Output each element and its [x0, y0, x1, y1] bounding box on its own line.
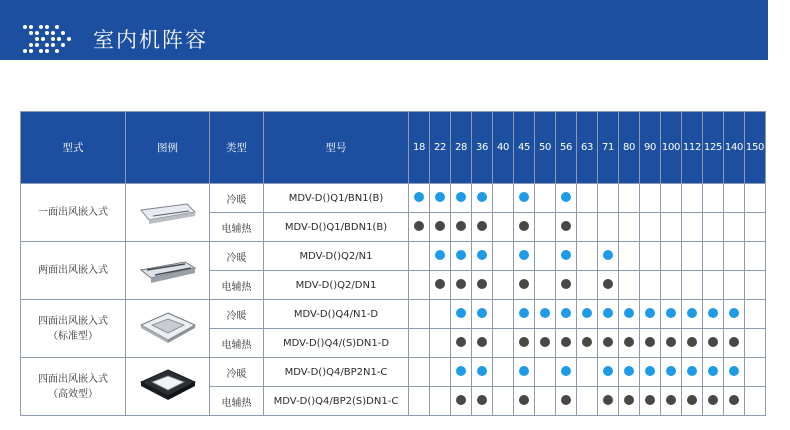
- capacity-cell: [724, 387, 745, 416]
- available-electric-heating-dot-icon: [708, 337, 718, 347]
- available-cooling-heating-dot-icon: [456, 250, 466, 260]
- capacity-cell: [703, 387, 724, 416]
- available-cooling-heating-dot-icon: [708, 308, 718, 318]
- capacity-cell: [682, 300, 703, 329]
- available-electric-heating-dot-icon: [729, 395, 739, 405]
- capacity-cell: [682, 329, 703, 358]
- capacity-cell: [472, 271, 493, 300]
- available-electric-heating-dot-icon: [519, 279, 529, 289]
- capacity-cell: [493, 184, 514, 213]
- column-header-capacity: 125: [703, 112, 724, 184]
- capacity-cell: [430, 242, 451, 271]
- capacity-cell: [493, 358, 514, 387]
- capacity-cell: [619, 213, 640, 242]
- available-electric-heating-dot-icon: [477, 279, 487, 289]
- capacity-cell: [430, 213, 451, 242]
- capacity-cell: [493, 300, 514, 329]
- capacity-cell: [640, 329, 661, 358]
- unit-model-cell: MDV-D()Q4/N1-D: [264, 300, 409, 329]
- available-cooling-heating-dot-icon: [540, 308, 550, 318]
- available-electric-heating-dot-icon: [414, 221, 424, 231]
- available-electric-heating-dot-icon: [519, 337, 529, 347]
- unit-type-cell: 冷暖: [210, 358, 264, 387]
- capacity-cell: [598, 300, 619, 329]
- capacity-cell: [451, 300, 472, 329]
- unit-model-cell: MDV-D()Q4/(S)DN1-D: [264, 329, 409, 358]
- available-cooling-heating-dot-icon: [456, 366, 466, 376]
- available-electric-heating-dot-icon: [456, 337, 466, 347]
- capacity-cell: [451, 387, 472, 416]
- available-cooling-heating-dot-icon: [666, 308, 676, 318]
- column-header-model: 型号: [264, 112, 409, 184]
- unit-model-cell: MDV-D()Q1/BN1(B): [264, 184, 409, 213]
- capacity-cell: [619, 242, 640, 271]
- available-cooling-heating-dot-icon: [645, 308, 655, 318]
- available-cooling-heating-dot-icon: [477, 308, 487, 318]
- column-header-capacity: 56: [556, 112, 577, 184]
- available-cooling-heating-dot-icon: [729, 308, 739, 318]
- available-electric-heating-dot-icon: [435, 221, 445, 231]
- unit-type-cell: 电辅热: [210, 213, 264, 242]
- available-electric-heating-dot-icon: [519, 395, 529, 405]
- available-cooling-heating-dot-icon: [435, 192, 445, 202]
- capacity-cell: [451, 184, 472, 213]
- capacity-cell: [514, 329, 535, 358]
- column-header-capacity: 112: [682, 112, 703, 184]
- available-electric-heating-dot-icon: [603, 337, 613, 347]
- capacity-cell: [535, 242, 556, 271]
- table-header-row: [21, 112, 766, 184]
- table-body: [21, 184, 766, 416]
- capacity-cell: [409, 358, 430, 387]
- capacity-cell: [556, 271, 577, 300]
- available-cooling-heating-dot-icon: [519, 250, 529, 260]
- available-electric-heating-dot-icon: [456, 221, 466, 231]
- available-electric-heating-dot-icon: [687, 337, 697, 347]
- capacity-cell: [619, 387, 640, 416]
- table-row: [21, 184, 766, 213]
- available-electric-heating-dot-icon: [435, 279, 445, 289]
- capacity-cell: [472, 242, 493, 271]
- capacity-cell: [724, 329, 745, 358]
- capacity-cell: [661, 387, 682, 416]
- capacity-cell: [409, 300, 430, 329]
- capacity-cell: [409, 329, 430, 358]
- capacity-cell: [745, 329, 766, 358]
- capacity-cell: [640, 213, 661, 242]
- available-cooling-heating-dot-icon: [603, 366, 613, 376]
- available-cooling-heating-dot-icon: [561, 192, 571, 202]
- available-electric-heating-dot-icon: [456, 279, 466, 289]
- capacity-cell: [661, 213, 682, 242]
- capacity-cell: [724, 300, 745, 329]
- capacity-cell: [514, 213, 535, 242]
- available-electric-heating-dot-icon: [603, 395, 613, 405]
- capacity-cell: [451, 358, 472, 387]
- available-cooling-heating-dot-icon: [561, 250, 571, 260]
- unit-image-cell: [126, 358, 210, 416]
- capacity-cell: [682, 358, 703, 387]
- available-cooling-heating-dot-icon: [666, 366, 676, 376]
- capacity-cell: [514, 300, 535, 329]
- capacity-cell: [493, 329, 514, 358]
- capacity-cell: [493, 387, 514, 416]
- unit-form-label: （标准型）: [48, 330, 98, 342]
- unit-type-cell: 电辅热: [210, 387, 264, 416]
- capacity-cell: [409, 271, 430, 300]
- capacity-cell: [598, 271, 619, 300]
- available-electric-heating-dot-icon: [540, 337, 550, 347]
- capacity-cell: [535, 300, 556, 329]
- unit-type-cell: 冷暖: [210, 184, 264, 213]
- available-electric-heating-dot-icon: [477, 395, 487, 405]
- unit-type-cell: 电辅热: [210, 271, 264, 300]
- capacity-cell: [556, 300, 577, 329]
- column-header-capacity: 22: [430, 112, 451, 184]
- capacity-cell: [703, 184, 724, 213]
- capacity-cell: [556, 329, 577, 358]
- capacity-cell: [745, 387, 766, 416]
- capacity-cell: [409, 184, 430, 213]
- available-electric-heating-dot-icon: [477, 221, 487, 231]
- capacity-cell: [409, 387, 430, 416]
- capacity-cell: [514, 387, 535, 416]
- capacity-cell: [703, 213, 724, 242]
- available-cooling-heating-dot-icon: [477, 192, 487, 202]
- capacity-cell: [640, 242, 661, 271]
- available-electric-heating-dot-icon: [582, 337, 592, 347]
- unit-form-cell: [21, 358, 126, 416]
- available-cooling-heating-dot-icon: [603, 250, 613, 260]
- capacity-cell: [682, 213, 703, 242]
- capacity-cell: [745, 184, 766, 213]
- capacity-cell: [472, 300, 493, 329]
- capacity-cell: [619, 329, 640, 358]
- available-electric-heating-dot-icon: [708, 395, 718, 405]
- capacity-cell: [514, 271, 535, 300]
- four-way-cassette-standard-icon: [137, 336, 199, 347]
- capacity-cell: [640, 358, 661, 387]
- capacity-cell: [661, 329, 682, 358]
- column-header-capacity: 140: [724, 112, 745, 184]
- available-electric-heating-dot-icon: [561, 221, 571, 231]
- capacity-cell: [514, 184, 535, 213]
- capacity-cell: [661, 271, 682, 300]
- capacity-cell: [640, 271, 661, 300]
- available-electric-heating-dot-icon: [624, 337, 634, 347]
- column-header-form: 型式: [21, 112, 126, 184]
- capacity-cell: [640, 184, 661, 213]
- unit-image-cell: [126, 300, 210, 358]
- unit-form-cell: [21, 242, 126, 300]
- available-cooling-heating-dot-icon: [687, 366, 697, 376]
- indoor-unit-lineup-table: [20, 111, 766, 416]
- capacity-cell: [745, 242, 766, 271]
- capacity-cell: [724, 358, 745, 387]
- unit-form-label: 一面出风嵌入式: [38, 207, 108, 218]
- capacity-cell: [724, 213, 745, 242]
- capacity-cell: [661, 184, 682, 213]
- capacity-cell: [619, 358, 640, 387]
- capacity-cell: [493, 213, 514, 242]
- capacity-cell: [430, 184, 451, 213]
- capacity-cell: [556, 358, 577, 387]
- available-cooling-heating-dot-icon: [456, 308, 466, 318]
- capacity-cell: [682, 271, 703, 300]
- capacity-cell: [409, 213, 430, 242]
- column-header-capacity: 40: [493, 112, 514, 184]
- capacity-cell: [724, 184, 745, 213]
- capacity-cell: [724, 242, 745, 271]
- available-electric-heating-dot-icon: [645, 395, 655, 405]
- capacity-cell: [493, 271, 514, 300]
- capacity-cell: [556, 213, 577, 242]
- column-header-capacity: 150: [745, 112, 766, 184]
- capacity-cell: [451, 271, 472, 300]
- available-electric-heating-dot-icon: [477, 337, 487, 347]
- capacity-cell: [640, 387, 661, 416]
- column-header-capacity: 36: [472, 112, 493, 184]
- capacity-cell: [745, 213, 766, 242]
- available-electric-heating-dot-icon: [645, 337, 655, 347]
- available-cooling-heating-dot-icon: [414, 192, 424, 202]
- capacity-cell: [619, 271, 640, 300]
- available-cooling-heating-dot-icon: [582, 308, 592, 318]
- capacity-cell: [535, 271, 556, 300]
- capacity-cell: [577, 271, 598, 300]
- capacity-cell: [577, 329, 598, 358]
- capacity-cell: [577, 213, 598, 242]
- capacity-cell: [661, 242, 682, 271]
- available-cooling-heating-dot-icon: [477, 366, 487, 376]
- available-electric-heating-dot-icon: [666, 337, 676, 347]
- capacity-cell: [535, 213, 556, 242]
- table-row: [21, 300, 766, 329]
- column-header-capacity: 90: [640, 112, 661, 184]
- column-header-capacity: 50: [535, 112, 556, 184]
- capacity-cell: [409, 242, 430, 271]
- unit-form-label: 四面出风嵌入式: [38, 373, 108, 385]
- available-cooling-heating-dot-icon: [519, 308, 529, 318]
- available-cooling-heating-dot-icon: [561, 366, 571, 376]
- available-cooling-heating-dot-icon: [519, 192, 529, 202]
- available-cooling-heating-dot-icon: [687, 308, 697, 318]
- capacity-cell: [556, 242, 577, 271]
- column-header-capacity: 28: [451, 112, 472, 184]
- column-header-capacity: 80: [619, 112, 640, 184]
- header-banner: [0, 0, 768, 60]
- column-header-capacity: 63: [577, 112, 598, 184]
- available-cooling-heating-dot-icon: [708, 366, 718, 376]
- capacity-cell: [430, 387, 451, 416]
- table-row: [21, 358, 766, 387]
- available-cooling-heating-dot-icon: [624, 308, 634, 318]
- capacity-cell: [472, 358, 493, 387]
- available-cooling-heating-dot-icon: [729, 366, 739, 376]
- capacity-cell: [451, 213, 472, 242]
- unit-form-cell: [21, 184, 126, 242]
- unit-model-cell: MDV-D()Q4/BP2(S)DN1-C: [264, 387, 409, 416]
- capacity-cell: [703, 329, 724, 358]
- available-electric-heating-dot-icon: [603, 279, 613, 289]
- capacity-cell: [430, 300, 451, 329]
- capacity-cell: [472, 387, 493, 416]
- available-cooling-heating-dot-icon: [519, 366, 529, 376]
- column-header-capacity: 45: [514, 112, 535, 184]
- capacity-cell: [598, 242, 619, 271]
- available-electric-heating-dot-icon: [624, 395, 634, 405]
- available-cooling-heating-dot-icon: [477, 250, 487, 260]
- available-electric-heating-dot-icon: [456, 395, 466, 405]
- column-header-capacity: 18: [409, 112, 430, 184]
- capacity-cell: [577, 242, 598, 271]
- capacity-cell: [661, 300, 682, 329]
- one-way-cassette-icon: [137, 220, 199, 231]
- capacity-cell: [703, 242, 724, 271]
- capacity-cell: [598, 213, 619, 242]
- available-electric-heating-dot-icon: [729, 337, 739, 347]
- capacity-cell: [724, 271, 745, 300]
- capacity-cell: [703, 300, 724, 329]
- capacity-cell: [619, 184, 640, 213]
- capacity-cell: [598, 358, 619, 387]
- available-electric-heating-dot-icon: [519, 221, 529, 231]
- capacity-cell: [430, 329, 451, 358]
- unit-model-cell: MDV-D()Q2/DN1: [264, 271, 409, 300]
- capacity-cell: [598, 329, 619, 358]
- unit-image-cell: [126, 242, 210, 300]
- capacity-cell: [451, 242, 472, 271]
- available-electric-heating-dot-icon: [687, 395, 697, 405]
- capacity-cell: [619, 300, 640, 329]
- unit-model-cell: MDV-D()Q2/N1: [264, 242, 409, 271]
- available-cooling-heating-dot-icon: [624, 366, 634, 376]
- unit-type-cell: 电辅热: [210, 329, 264, 358]
- available-cooling-heating-dot-icon: [435, 250, 445, 260]
- capacity-cell: [451, 329, 472, 358]
- capacity-cell: [577, 300, 598, 329]
- available-cooling-heating-dot-icon: [645, 366, 655, 376]
- capacity-cell: [703, 271, 724, 300]
- capacity-cell: [682, 387, 703, 416]
- two-way-cassette-icon: [137, 278, 199, 289]
- unit-form-label: 两面出风嵌入式: [38, 265, 108, 276]
- column-header-capacity: 100: [661, 112, 682, 184]
- available-electric-heating-dot-icon: [666, 395, 676, 405]
- unit-form-label: （高效型）: [48, 388, 98, 400]
- capacity-cell: [535, 329, 556, 358]
- capacity-cell: [577, 387, 598, 416]
- available-cooling-heating-dot-icon: [561, 308, 571, 318]
- capacity-cell: [514, 358, 535, 387]
- capacity-cell: [745, 300, 766, 329]
- capacity-cell: [472, 213, 493, 242]
- available-electric-heating-dot-icon: [561, 279, 571, 289]
- available-cooling-heating-dot-icon: [456, 192, 466, 202]
- capacity-cell: [430, 271, 451, 300]
- capacity-cell: [472, 329, 493, 358]
- capacity-cell: [577, 184, 598, 213]
- unit-form-label: 四面出风嵌入式: [38, 315, 108, 327]
- column-header-image: 图例: [126, 112, 210, 184]
- capacity-cell: [556, 387, 577, 416]
- available-electric-heating-dot-icon: [561, 337, 571, 347]
- table-row: [21, 242, 766, 271]
- capacity-cell: [682, 242, 703, 271]
- capacity-cell: [577, 358, 598, 387]
- column-header-capacity: 71: [598, 112, 619, 184]
- page-title: 室内机阵容: [93, 28, 208, 52]
- capacity-cell: [430, 358, 451, 387]
- capacity-cell: [598, 387, 619, 416]
- capacity-cell: [556, 184, 577, 213]
- capacity-cell: [745, 271, 766, 300]
- capacity-cell: [493, 242, 514, 271]
- capacity-cell: [745, 358, 766, 387]
- chevron-dot-arrow-icon: [22, 24, 72, 54]
- available-cooling-heating-dot-icon: [603, 308, 613, 318]
- unit-type-cell: 冷暖: [210, 300, 264, 329]
- capacity-cell: [640, 300, 661, 329]
- available-electric-heating-dot-icon: [561, 395, 571, 405]
- capacity-cell: [598, 184, 619, 213]
- unit-model-cell: MDV-D()Q4/BP2N1-C: [264, 358, 409, 387]
- capacity-cell: [661, 358, 682, 387]
- capacity-cell: [535, 184, 556, 213]
- capacity-cell: [682, 184, 703, 213]
- unit-form-cell: [21, 300, 126, 358]
- capacity-cell: [535, 387, 556, 416]
- four-way-cassette-high-efficiency-icon: [137, 394, 199, 405]
- capacity-cell: [535, 358, 556, 387]
- capacity-cell: [472, 184, 493, 213]
- unit-type-cell: 冷暖: [210, 242, 264, 271]
- unit-model-cell: MDV-D()Q1/BDN1(B): [264, 213, 409, 242]
- column-header-type: 类型: [210, 112, 264, 184]
- capacity-cell: [514, 242, 535, 271]
- capacity-cell: [703, 358, 724, 387]
- unit-image-cell: [126, 184, 210, 242]
